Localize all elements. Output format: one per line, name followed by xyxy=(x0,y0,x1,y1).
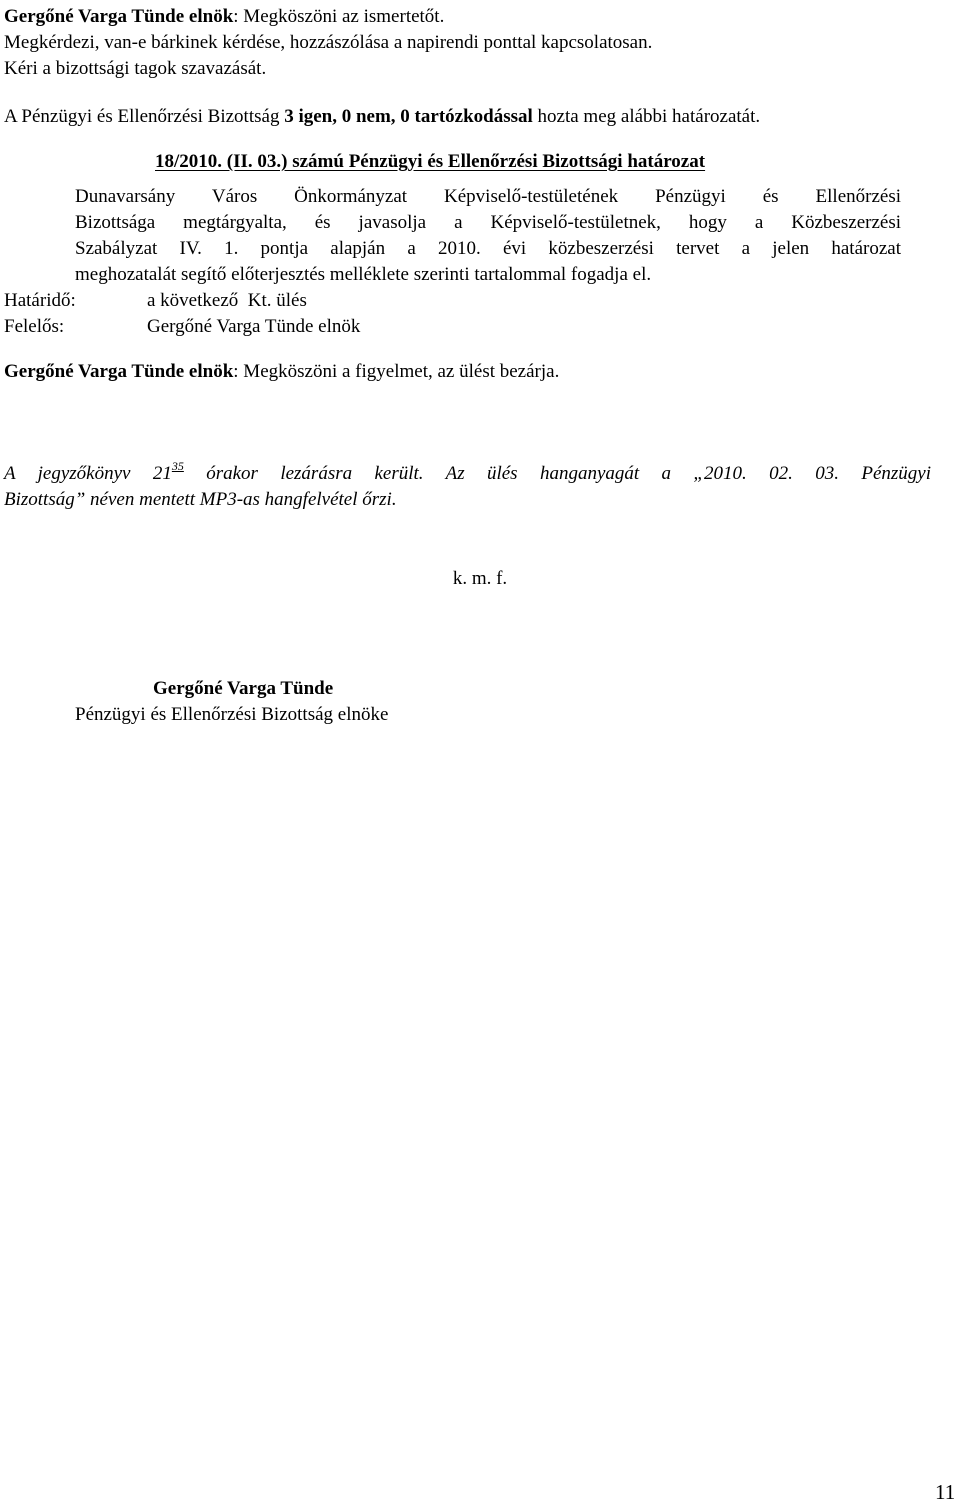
resolution-title: 18/2010. (II. 03.) számú Pénzügyi és Ellenőrzési Bizottsági határozat xyxy=(155,151,706,172)
vote-result: 3 igen, 0 nem, 0 tartózkodással xyxy=(284,106,533,127)
minutes-line-2: Bizottság” néven mentett MP3-as hangfelvétel őrzi. xyxy=(4,489,397,510)
vote-line xyxy=(4,104,760,130)
responsible-value: Gergőné Varga Tünde elnök xyxy=(147,316,361,337)
signature-role: Pénzügyi és Ellenőrzési Bizottság elnöke xyxy=(75,704,389,725)
resolution-body-line-1: Dunavarsány Város Önkormányzat Képviselő-testületének Pénzügyi és Ellenőrzési xyxy=(75,186,901,207)
closing-speaker: Gergőné Varga Tünde elnök xyxy=(4,361,234,382)
kmf: k. m. f. xyxy=(452,568,508,589)
resolution-body-line-4: meghozatalát segítő előterjesztés melléklete szerinti tartalommal fogadja el. xyxy=(75,264,652,285)
deadline-value: a következő Kt. ülés xyxy=(147,290,307,311)
vote-prefix: A Pénzügyi és Ellenőrzési Bizottság xyxy=(4,106,285,127)
responsible-label: Felelős: xyxy=(4,316,65,337)
signature-name: Gergőné Varga Tünde xyxy=(153,678,334,699)
intro-line-2: Megkérdezi, van-e bárkinek kérdése, hozzászólása a napirendi ponttal kapcsolatosan. xyxy=(4,32,653,53)
speaker-statement: : Megköszöni az ismertetőt. xyxy=(233,6,445,27)
vote-suffix: hozta meg alábbi határozatát. xyxy=(532,106,761,127)
page-number: 11 xyxy=(935,1480,956,1504)
resolution-body-line-2: Bizottsága megtárgyalta, és javasolja a Képviselő-testületnek, hogy a Közbeszerzési xyxy=(75,212,901,233)
minutes-line-1 xyxy=(4,461,931,487)
minutes-time-minutes: 35 xyxy=(171,459,184,473)
intro-line-1 xyxy=(4,4,444,30)
closing-statement: : Megköszöni a figyelmet, az ülést bezárja. xyxy=(233,361,560,382)
resolution-body-line-3: Szabályzat IV. 1. pontja alapján a 2010. évi közbeszerzési tervet a jelen határozat xyxy=(75,238,901,259)
intro-line-3: Kéri a bizottsági tagok szavazását. xyxy=(4,58,267,79)
deadline-label: Határidő: xyxy=(4,290,76,311)
minutes-text-b: órakor lezárásra került. Az ülés hanganyagát a „2010. 02. 03. Pénzügyi xyxy=(183,463,931,484)
minutes-text-a: A jegyzőkönyv 21 xyxy=(4,463,172,484)
closing-line xyxy=(4,359,559,385)
speaker-name: Gergőné Varga Tünde elnök xyxy=(4,6,234,27)
